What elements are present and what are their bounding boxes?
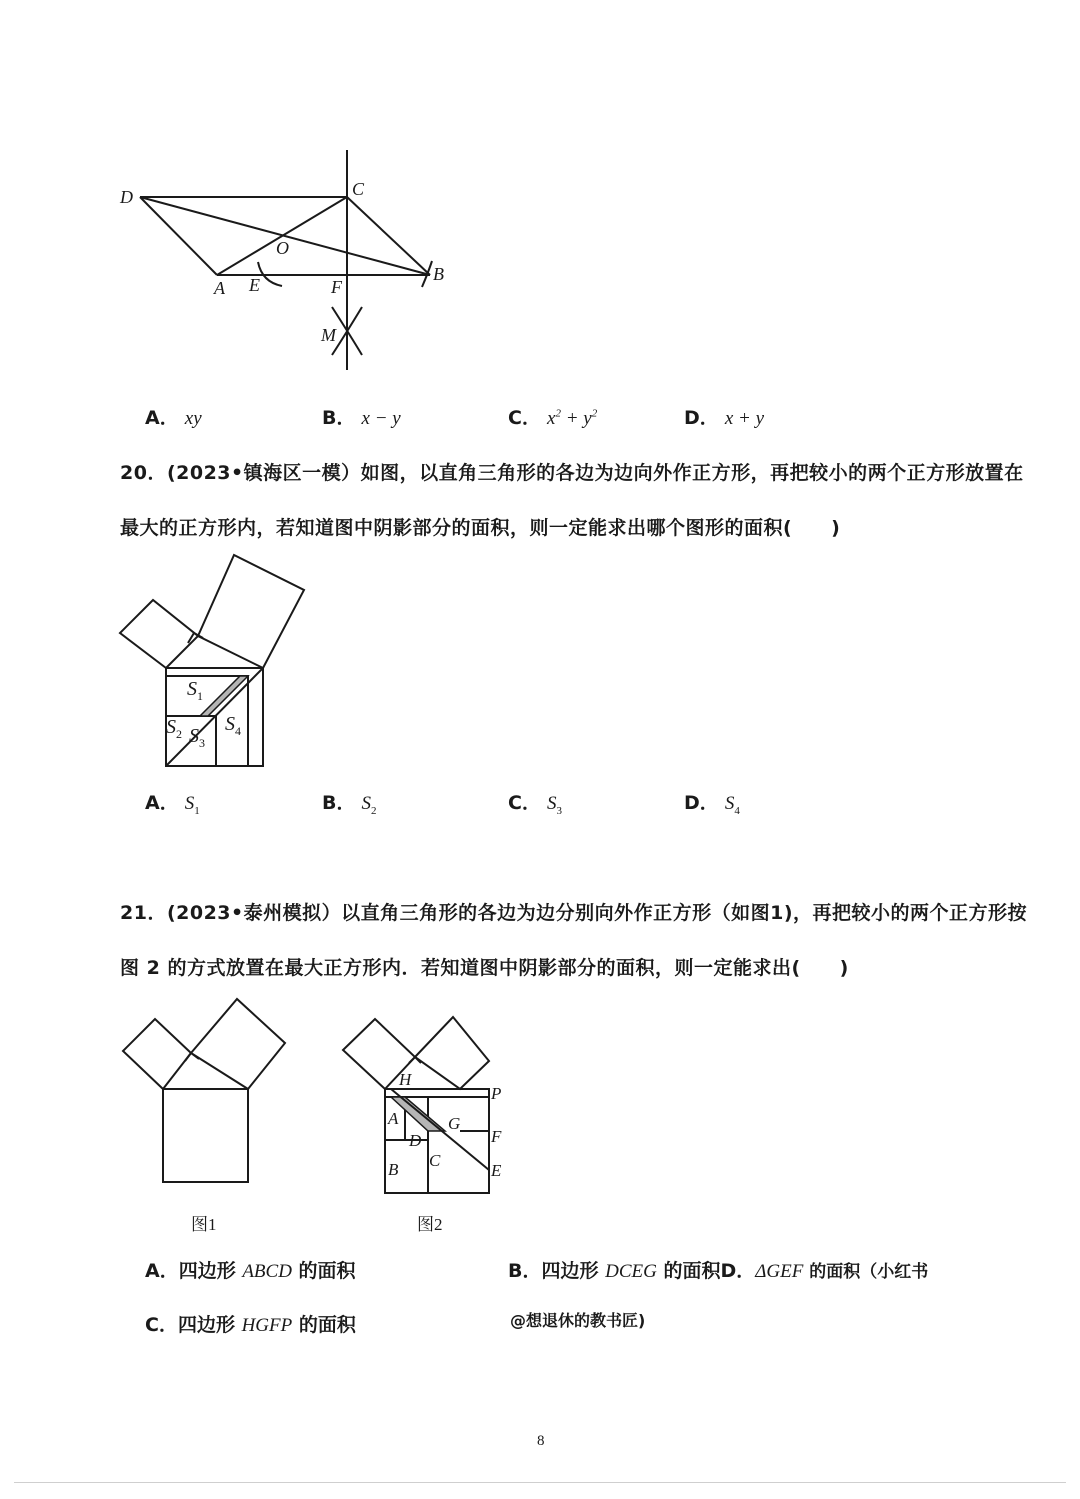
option-letter: D． — [684, 407, 719, 429]
q20-option-b[interactable] — [322, 788, 377, 817]
q21-figure1 — [115, 995, 315, 1187]
q21-fig2-label-B: B — [388, 1160, 399, 1179]
q19-label-M: M — [321, 325, 336, 345]
q19-label-A: A — [214, 278, 225, 298]
option-suffix: 的面积 — [656, 1260, 721, 1282]
option-letter: C． — [508, 407, 541, 429]
q20-option-d[interactable] — [684, 788, 740, 817]
q20-question-line2: 最大的正方形内，若知道图中阴影部分的面积，则一定能求出哪个图形的面积( ) — [120, 517, 841, 539]
option-suffix: 的面积 — [291, 1260, 356, 1282]
q21-fig2-right-angle — [409, 1057, 421, 1063]
q20-label-s2: $S_2$ — [166, 716, 182, 741]
watermark-text: @想退休的教书匠) — [510, 1311, 646, 1330]
q21-fig2-square-medium-inner — [385, 1097, 489, 1193]
option-expr: $S_4$ — [724, 793, 740, 817]
q19-line-DA — [140, 197, 217, 275]
option-d-shape-name: ΔGEF — [755, 1261, 804, 1282]
option-expr: $S_3$ — [547, 793, 562, 817]
q21-fig1-square-large — [163, 1089, 248, 1182]
option-expr: $x^2 + y^2$ — [547, 407, 598, 429]
option-expr: $S_2$ — [361, 793, 377, 817]
q21-fig1-square-small — [123, 1019, 191, 1089]
q19-figure — [110, 145, 460, 380]
page-number: 8 — [537, 1433, 545, 1449]
option-letter: C． — [508, 792, 541, 814]
q21-figure2-caption: 图2 — [417, 1215, 443, 1234]
q21-fig2-label-P: P — [491, 1084, 502, 1103]
option-expr: x + y — [724, 408, 765, 429]
option-letter: B． — [322, 407, 356, 429]
option-shape-name: DCEG — [605, 1261, 657, 1282]
option-expr: xy — [184, 408, 202, 429]
option-d-suffix: 的面积（小红书 — [803, 1262, 929, 1282]
q19-option-d[interactable] — [684, 403, 764, 430]
q21-figure1-caption: 图1 — [191, 1215, 217, 1234]
q19-label-C: C — [352, 179, 365, 199]
q20-label-s3: $S_3$ — [189, 725, 205, 750]
option-letter: B． — [322, 792, 356, 814]
option-expr: $S_1$ — [184, 793, 200, 817]
q20-option-c[interactable] — [508, 788, 562, 817]
q20-square-medium-outer — [198, 555, 304, 668]
q21-option-a[interactable] — [145, 1256, 356, 1283]
q21-fig2-label-D: D — [409, 1131, 422, 1150]
q19-option-a[interactable] — [145, 403, 202, 430]
page-bottom-edge — [14, 1482, 1066, 1483]
q19-label-E: E — [249, 275, 260, 295]
q20-label-s4: $S_4$ — [225, 713, 241, 738]
option-letter: A． — [145, 792, 179, 814]
q19-label-F: F — [331, 277, 342, 297]
option-letter: A． — [145, 407, 179, 429]
q19-line-DB — [140, 197, 430, 275]
option-suffix: 的面积 — [292, 1314, 356, 1336]
option-prefix: C．四边形 — [145, 1314, 242, 1336]
q20-question-line1: 20．(2023•镇海区一模）如图，以直角三角形的各边为边向外作正方形，再把较小的两个正方形放置在 — [120, 462, 1024, 484]
q20-square-small-outer — [120, 600, 198, 668]
q19-option-c[interactable] — [508, 403, 597, 430]
q21-fig1-square-medium — [191, 999, 285, 1089]
q21-fig2-label-E: E — [491, 1161, 502, 1180]
q19-label-O: O — [276, 238, 289, 258]
q19-option-b[interactable] — [322, 403, 401, 430]
q21-option-b[interactable] — [508, 1256, 928, 1283]
q21-fig2-label-A: A — [388, 1109, 399, 1128]
option-expr: x − y — [361, 408, 401, 429]
q21-fig2-label-G: G — [448, 1114, 461, 1133]
option-shape-name: ABCD — [242, 1261, 292, 1282]
option-d-prefix: D． — [720, 1260, 756, 1282]
q21-fig2-label-H: H — [399, 1070, 412, 1089]
q21-fig2-label-C: C — [429, 1151, 441, 1170]
q21-fig2-square-medium — [415, 1017, 489, 1089]
q21-option-c[interactable] — [145, 1310, 356, 1337]
option-prefix: B．四边形 — [508, 1260, 606, 1282]
q19-line-AC — [217, 197, 347, 275]
q19-label-B: B — [433, 264, 444, 284]
q21-question-line1: 21．(2023•泰州模拟）以直角三角形的各边为边分别向外作正方形（如图1)，再把较小的两个正方形按 — [120, 902, 1028, 924]
q21-fig2-label-F: F — [491, 1127, 502, 1146]
option-prefix: A．四边形 — [145, 1260, 243, 1282]
q20-figure — [115, 550, 315, 772]
q20-option-a[interactable] — [145, 788, 200, 817]
q21-figure2 — [335, 995, 525, 1195]
q21-question-line2: 图 2 的方式放置在最大正方形内．若知道图中阴影部分的面积，则一定能求出( ) — [120, 957, 849, 979]
q19-label-D: D — [120, 187, 133, 207]
option-letter: D． — [684, 792, 719, 814]
q20-shaded-region — [200, 676, 248, 716]
q21-fig1-right-angle — [185, 1053, 199, 1061]
option-shape-name: HGFP — [241, 1315, 293, 1336]
q20-label-s1: $S_1$ — [187, 678, 203, 703]
